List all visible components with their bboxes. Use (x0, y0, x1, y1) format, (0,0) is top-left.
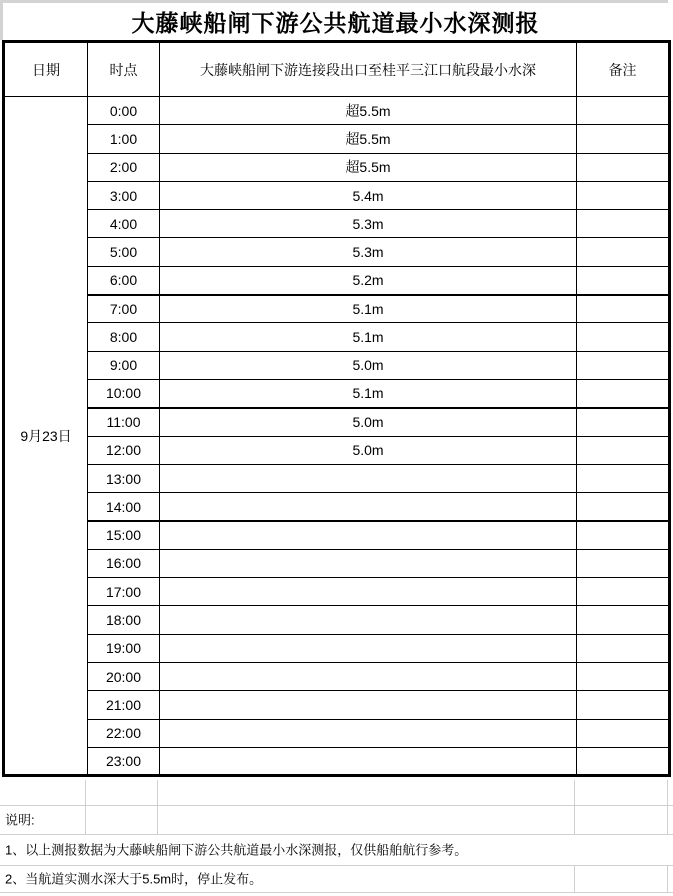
time-cell: 22:00 (88, 719, 160, 747)
remark-cell (577, 493, 670, 521)
time-cell: 18:00 (88, 606, 160, 634)
header-date: 日期 (4, 42, 88, 97)
depth-cell: 5.3m (160, 210, 577, 238)
header-depth: 大藤峡船闸下游连接段出口至桂平三江口航段最小水深 (160, 42, 577, 97)
gridline-vertical (157, 780, 158, 805)
table-row (4, 266, 670, 294)
depth-table-body (4, 97, 670, 776)
time-cell: 13:00 (88, 464, 160, 492)
remark-cell (577, 691, 670, 719)
report-title: 大藤峡船闸下游公共航道最小水深测报 (3, 3, 668, 40)
time-cell: 4:00 (88, 210, 160, 238)
note-row-2 (0, 866, 673, 893)
depth-cell: 5.0m (160, 408, 577, 436)
time-cell: 3:00 (88, 181, 160, 209)
time-cell: 0:00 (88, 97, 160, 125)
remark-cell (577, 549, 670, 577)
remark-cell (577, 719, 670, 747)
table-row (4, 153, 670, 181)
depth-cell: 5.1m (160, 323, 577, 351)
gridline-vertical (667, 806, 668, 834)
note-row-1 (0, 835, 673, 866)
time-cell: 14:00 (88, 493, 160, 521)
time-cell: 17:00 (88, 578, 160, 606)
remark-cell (577, 351, 670, 379)
header-remark: 备注 (577, 42, 670, 97)
gridline-vertical (667, 780, 668, 805)
note-text-2: 2、当航道实测水深大于5.5m时，停止发布。 (5, 871, 263, 887)
depth-cell (160, 634, 577, 662)
time-cell: 6:00 (88, 266, 160, 294)
time-cell: 7:00 (88, 295, 160, 323)
depth-cell (160, 719, 577, 747)
time-cell: 5:00 (88, 238, 160, 266)
time-cell: 12:00 (88, 436, 160, 464)
table-row (4, 464, 670, 492)
time-cell: 10:00 (88, 379, 160, 407)
depth-cell: 超5.5m (160, 153, 577, 181)
remark-cell (577, 464, 670, 492)
table-row (4, 408, 670, 436)
header-row (4, 42, 670, 97)
remark-cell (577, 521, 670, 549)
depth-cell (160, 493, 577, 521)
time-cell: 15:00 (88, 521, 160, 549)
table-row (4, 238, 670, 266)
table-row (4, 436, 670, 464)
gridline-vertical (574, 806, 575, 834)
time-cell: 16:00 (88, 549, 160, 577)
depth-cell: 5.2m (160, 266, 577, 294)
table-row (4, 351, 670, 379)
table-row (4, 295, 670, 323)
table-row (4, 323, 670, 351)
remark-cell (577, 436, 670, 464)
depth-cell (160, 549, 577, 577)
time-cell: 23:00 (88, 747, 160, 775)
time-cell: 19:00 (88, 634, 160, 662)
remark-cell (577, 408, 670, 436)
table-row (4, 747, 670, 775)
depth-cell: 5.0m (160, 436, 577, 464)
table-row (4, 493, 670, 521)
remark-cell (577, 181, 670, 209)
remark-cell (577, 153, 670, 181)
header-time: 时点 (88, 42, 160, 97)
remark-cell (577, 266, 670, 294)
depth-report-table (2, 40, 671, 777)
time-cell: 20:00 (88, 662, 160, 690)
gridline-vertical (574, 780, 575, 805)
time-cell: 21:00 (88, 691, 160, 719)
table-row (4, 125, 670, 153)
table-row (4, 379, 670, 407)
gridline-vertical (667, 866, 668, 892)
gridline-vertical (574, 866, 575, 892)
table-row (4, 210, 670, 238)
remark-cell (577, 97, 670, 125)
depth-cell: 5.3m (160, 238, 577, 266)
time-cell: 2:00 (88, 153, 160, 181)
remark-cell (577, 578, 670, 606)
remark-cell (577, 125, 670, 153)
date-cell: 9月23日 (4, 97, 88, 776)
depth-cell (160, 578, 577, 606)
table-row (4, 634, 670, 662)
table-row (4, 691, 670, 719)
depth-cell (160, 662, 577, 690)
depth-cell: 5.4m (160, 181, 577, 209)
time-cell: 1:00 (88, 125, 160, 153)
remark-cell (577, 747, 670, 775)
note-text-1: 1、以上测报数据为大藤峡船闸下游公共航道最小水深测报，仅供船舶航行参考。 (5, 842, 468, 858)
table-header (4, 42, 670, 97)
depth-cell: 超5.5m (160, 97, 577, 125)
gridline-vertical (157, 806, 158, 834)
gridline-vertical (85, 806, 86, 834)
depth-cell (160, 464, 577, 492)
depth-cell (160, 606, 577, 634)
notes-label-row (0, 806, 673, 835)
table-row (4, 549, 670, 577)
table-row (4, 606, 670, 634)
time-cell: 11:00 (88, 408, 160, 436)
remark-cell (577, 662, 670, 690)
remark-cell (577, 606, 670, 634)
table-row (4, 181, 670, 209)
footer-empty-row (0, 780, 673, 806)
remark-cell (577, 295, 670, 323)
depth-cell (160, 747, 577, 775)
table-row (4, 719, 670, 747)
depth-cell (160, 521, 577, 549)
depth-cell: 5.1m (160, 295, 577, 323)
time-cell: 9:00 (88, 351, 160, 379)
remark-cell (577, 634, 670, 662)
table-row (4, 521, 670, 549)
depth-cell: 超5.5m (160, 125, 577, 153)
remark-cell (577, 323, 670, 351)
table-row (4, 97, 670, 125)
remark-cell (577, 238, 670, 266)
depth-cell (160, 691, 577, 719)
remark-cell (577, 210, 670, 238)
time-cell: 8:00 (88, 323, 160, 351)
remark-cell (577, 379, 670, 407)
table-row (4, 662, 670, 690)
depth-cell: 5.1m (160, 379, 577, 407)
notes-label: 说明: (5, 812, 35, 828)
table-row (4, 578, 670, 606)
gridline-vertical (85, 780, 86, 805)
depth-cell: 5.0m (160, 351, 577, 379)
